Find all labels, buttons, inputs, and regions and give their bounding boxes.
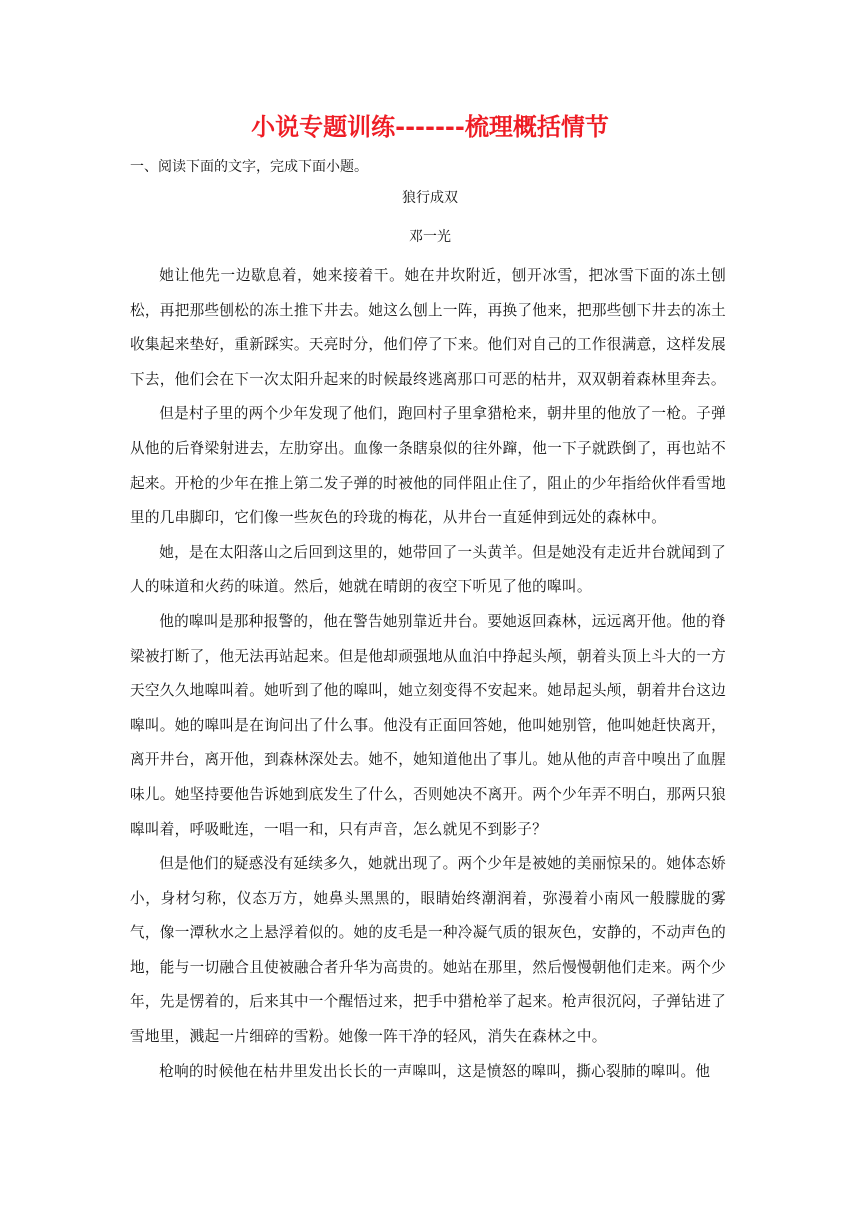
question-instruction: 一、阅读下面的文字，完成下面小题。 [130,159,368,175]
story-body [130,259,726,1089]
story-author: 邓一光 [409,229,451,245]
story-title: 狼行成双 [402,190,458,206]
story-paragraph: 枪响的时候他在枯井里发出长长的一声嗥叫，这是愤怒的嗥叫，撕心裂肺的嗥叫。他 [159,1062,711,1080]
document-title: 小说专题训练-------梳理概括情节 [251,113,609,141]
story-paragraph: 他的嗥叫是那种报警的，他在警告她别靠近井台。要她返回森林，远远离开他。他的脊梁被打断了，他无法再站起来。但是他却顽强地从血泊中挣起头颅，朝着头顶上斗大的一方天空久久地嗥叫着。她听到了他的嗥叫，她立刻变得不安起来。她昂起头颅，朝着井台这边嗥叫。她的嗥叫是在询问出了什么事。他没有正面回答她，他叫她别管，他叫她赶快离开，离开井台，离开他，到森林深处去。她不，她知道他出了事儿。她从他的声音中嗅出了血腥味儿。她坚持要他告诉她到底发生了什么，否则她决不离开。两个少年弄不明白，那两只狼嗥叫着，呼吸毗连，一唱一和，只有声音，怎么就见不到影子？ [130,612,726,838]
story-paragraph: 但是村子里的两个少年发现了他们，跑回村子里拿猎枪来，朝井里的他放了一枪。子弹从他的后脊梁射进去，左肋穿出。血像一条瞎泉似的往外蹿，他一下子就跌倒了，再也站不起来。开枪的少年在推上第二发子弹的时被他的同伴阻止住了，阻止的少年指给伙伴看雪地里的几串脚印，它们像一些灰色的玲珑的梅花，从井台一直延伸到远处的森林中。 [130,405,726,527]
story-paragraph: 她让他先一边歇息着，她来接着干。她在井坎附近，刨开冰雪，把冰雪下面的冻土刨松，再把那些刨松的冻土推下井去。她这么刨上一阵，再换了他来，把那些刨下井去的冻土收集起来垫好，重新踩实。天亮时分，他们停了下来。他们对自己的工作很满意，这样发展下去，他们会在下一次太阳升起来的时候最终逃离那口可恶的枯井，双双朝着森林里奔去。 [130,267,726,388]
story-paragraph: 但是他们的疑惑没有延续多久，她就出现了。两个少年是被她的美丽惊呆的。她体态娇小，身材匀称，仪态万方，她鼻头黑黑的，眼睛始终潮润着，弥漫着小南风一般朦胧的雾气，像一潭秋水之上悬浮着似的。她的皮毛是一种冷凝气质的银灰色，安静的，不动声色的地，能与一切融合且使被融合者升华为高贵的。她站在那里，然后慢慢朝他们走来。两个少年，先是愣着的，后来其中一个醒悟过来，把手中猎枪举了起来。枪声很沉闷，子弹钻进了雪地里，溅起一片细碎的雪粉。她像一阵干净的轻风，消失在森林之中。 [130,855,726,1046]
story-paragraph: 她，是在太阳落山之后回到这里的，她带回了一头黄羊。但是她没有走近井台就闻到了人的味道和火药的味道。然后，她就在晴朗的夜空下听见了他的嗥叫。 [130,543,726,596]
